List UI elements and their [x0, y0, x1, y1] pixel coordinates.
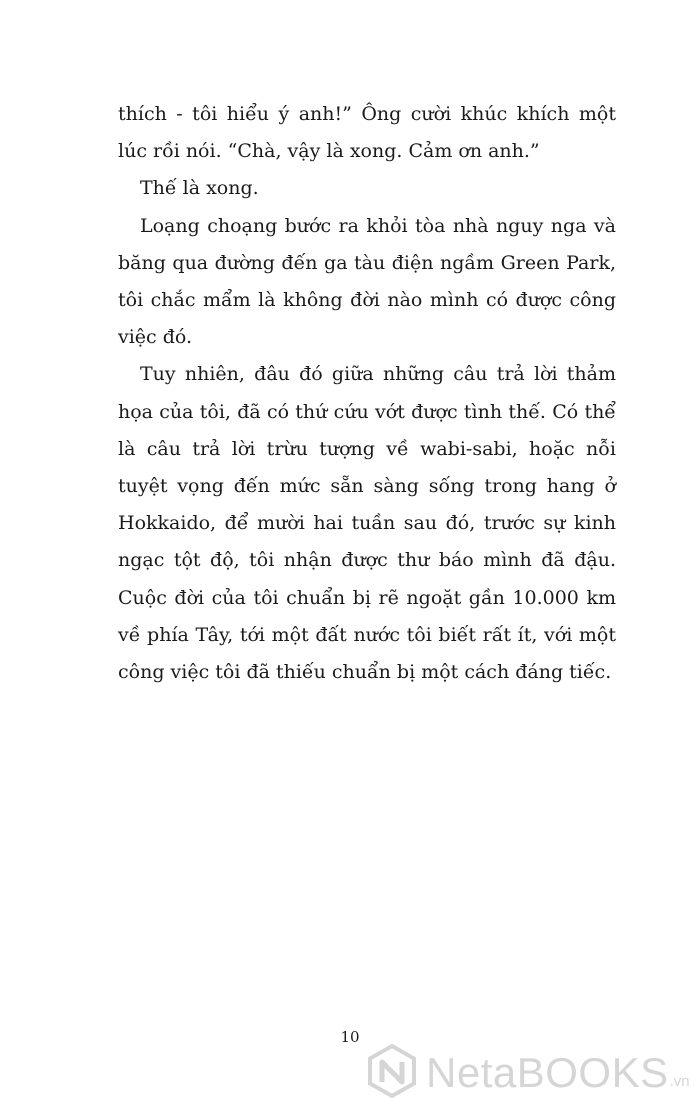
- paragraph: Thế là xong.: [140, 177, 259, 200]
- netabooks-logo-icon: [364, 1043, 420, 1103]
- paragraph: Tuy nhiên, đâu đó giữa những câu trả lời thảm họa của tôi, đã có thứ cứu vớt được tình thế. Có thể là câu trả lời trừu tượng về wabi-sabi, hoặc nỗi tuyệt vọng đến mức sẵn sàng sống trong hang ở Hokkaido, để mười hai tuần sau đó, trước sự kinh ngạc tột độ, tôi nhận được thư báo mình đã đậu. Cuộc đời của tôi chuẩn bị rẽ ngoặt gần 10.000 km về phía Tây, tới một đất nước tôi biết rất ít, với một công việc tôi đã thiếu chuẩn bị một cách đáng tiếc.: [118, 363, 616, 684]
- watermark: [364, 1044, 694, 1102]
- page-number: 10: [340, 1028, 360, 1046]
- paragraph: Loạng choạng bước ra khỏi tòa nhà nguy nga và băng qua đường đến ga tàu điện ngầm Green Park, tôi chắc mẩm là không đời nào mình có được công việc đó.: [118, 214, 616, 349]
- watermark-brand: NetaBOOKS: [426, 1049, 669, 1096]
- body-text: [118, 96, 616, 691]
- paragraph: thích - tôi hiểu ý anh!” Ông cười khúc khích một lúc rồi nói. “Chà, vậy là xong. Cảm ơn anh.”: [118, 103, 616, 163]
- watermark-suffix: .vn: [669, 1073, 690, 1090]
